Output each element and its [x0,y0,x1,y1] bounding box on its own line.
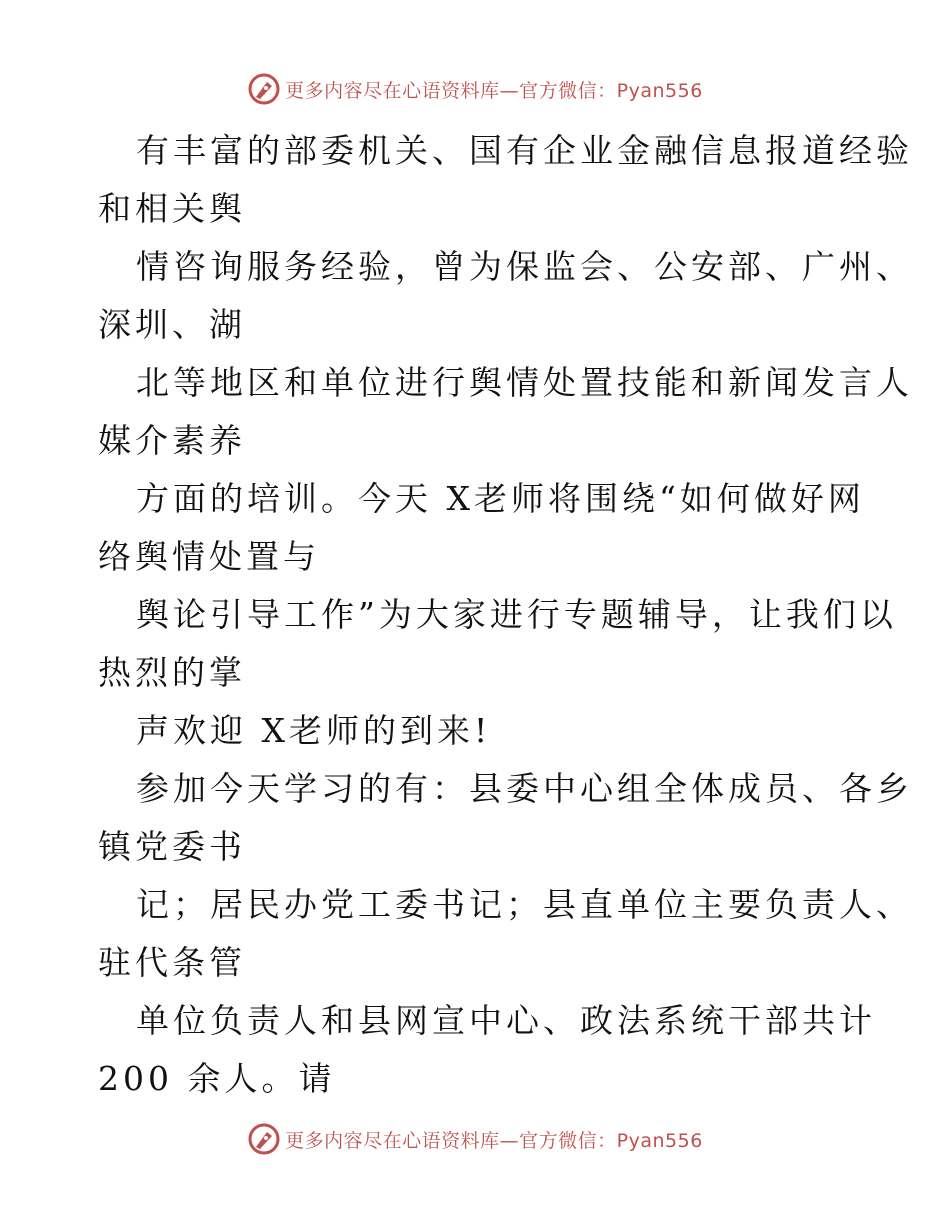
text-line: 单位负责人和县网宣中心、政法系统干部共计 [136,1001,876,1040]
text-line: 北等地区和单位进行舆情处置技能和新闻发言人 [136,363,913,402]
text-line: 驻代条管 [98,943,246,982]
text-line: 热烈的掌 [98,653,246,692]
watermark-text: 更多内容尽在心语资料库—官方微信：Pyan556 [285,1129,703,1152]
text-line: 镇党委书 [98,827,246,866]
text-line: 媒介素养 [98,421,246,460]
text-line: 深圳、湖 [98,305,246,344]
text-line: 有丰富的部委机关、国有企业金融信息报道经验 [136,131,913,170]
pen-nib-circle-icon [247,72,281,106]
text-line: 记；居民办党工委书记；县直单位主要负责人、 [136,885,913,924]
pen-nib-circle-icon [247,1122,281,1156]
watermark-text: 更多内容尽在心语资料库—官方微信：Pyan556 [285,79,703,102]
header-watermark [0,69,950,109]
text-line: 舆论引导工作”为大家进行专题辅导，让我们以 [136,595,897,634]
footer-watermark [0,1119,950,1159]
text-line: 络舆情处置与 [98,537,320,576]
text-line: 和相关舆 [98,189,246,228]
document-body [98,122,913,1108]
text-line: 参加今天学习的有：县委中心组全体成员、各乡 [136,769,913,808]
text-line: 情咨询服务经验，曾为保监会、公安部、广州、 [136,247,913,286]
text-line: 声欢迎 X老师的到来! [136,711,492,750]
text-line: 方面的培训。今天 X老师将围绕“如何做好网 [136,479,865,518]
text-line: 200 余人。请 [98,1059,336,1098]
